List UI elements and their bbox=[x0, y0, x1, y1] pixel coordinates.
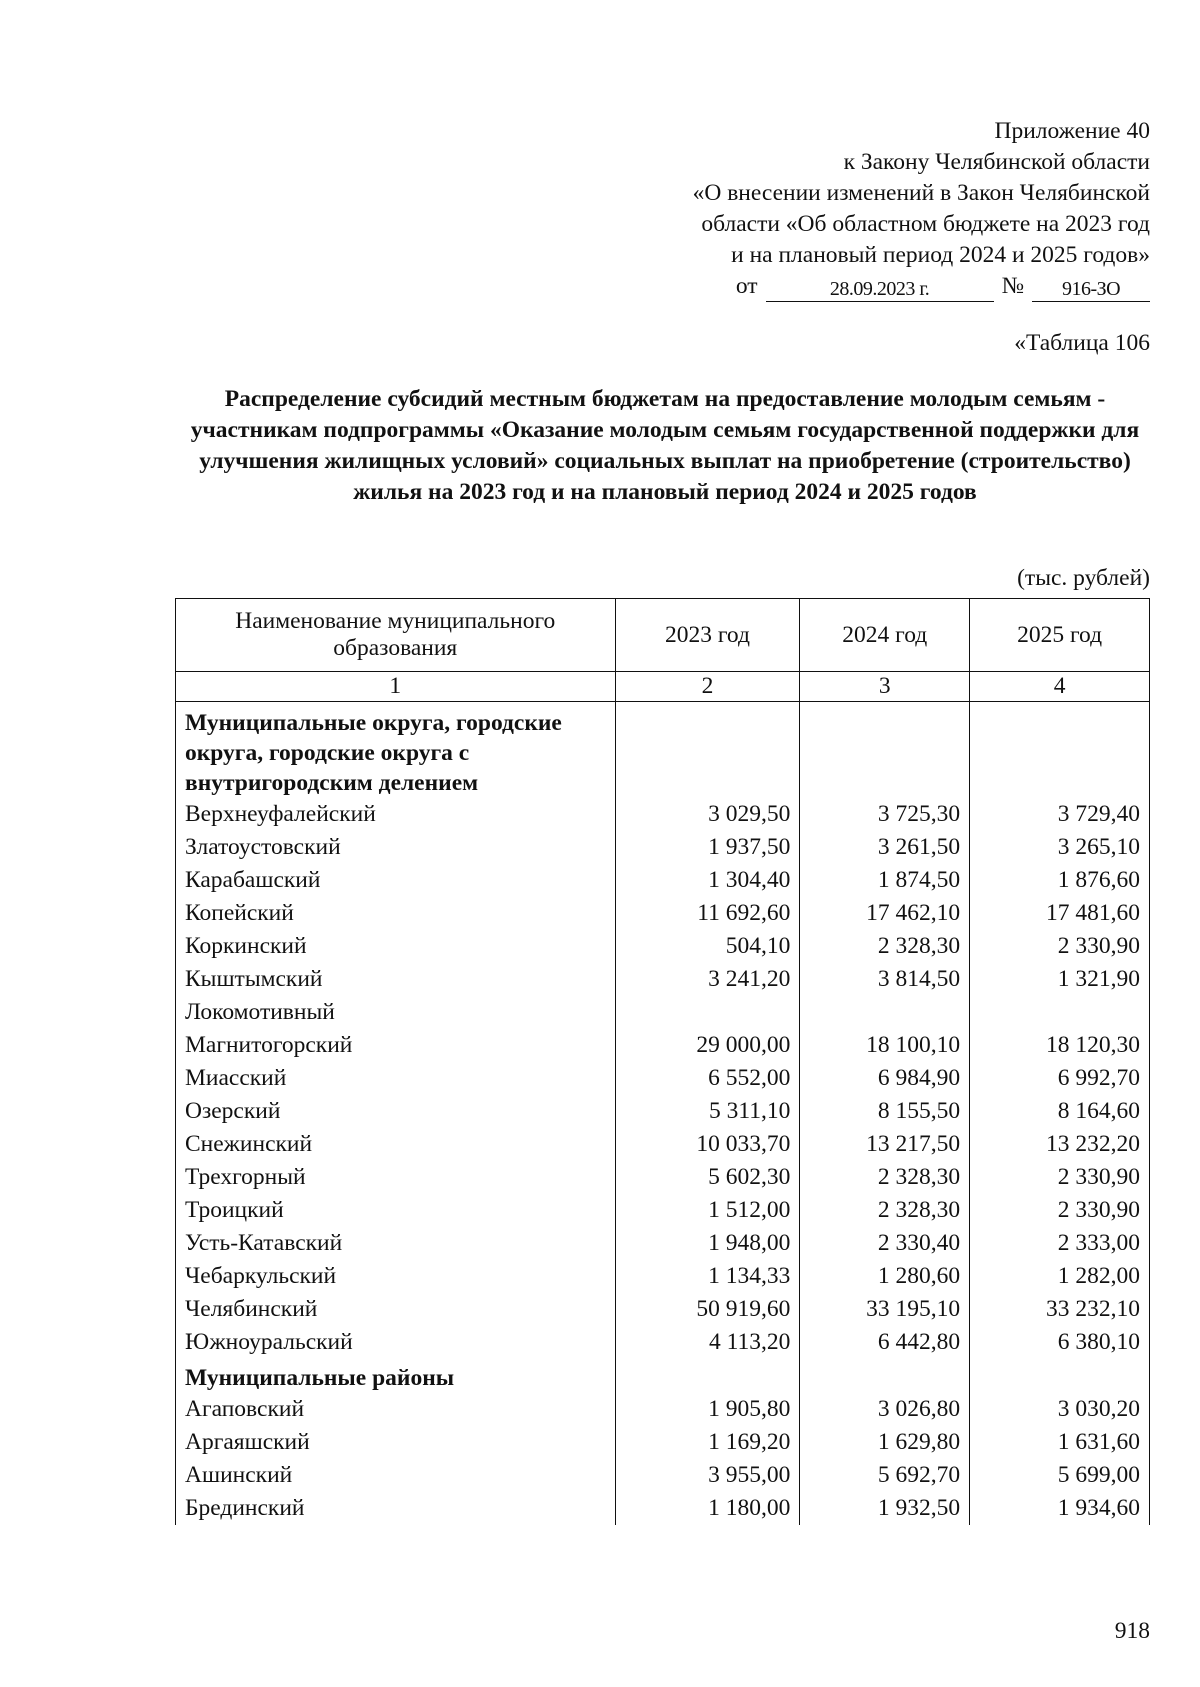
value-2023: 1 937,50 bbox=[615, 831, 800, 864]
value-2024: 1 629,80 bbox=[800, 1426, 970, 1459]
table-row bbox=[176, 996, 1150, 1029]
value-2024: 1 874,50 bbox=[800, 864, 970, 897]
municipality-name: Ашинский bbox=[176, 1459, 616, 1492]
value-2025: 33 232,10 bbox=[970, 1293, 1150, 1326]
column-header-name: Наименование муниципального образования bbox=[176, 599, 616, 672]
value-2025: 2 330,90 bbox=[970, 1194, 1150, 1227]
table-row bbox=[176, 1426, 1150, 1459]
municipality-name: Южноуральский bbox=[176, 1326, 616, 1359]
value-2025: 13 232,20 bbox=[970, 1128, 1150, 1161]
value-2023: 504,10 bbox=[615, 930, 800, 963]
units-label: (тыс. рублей) bbox=[1017, 565, 1150, 591]
value-2025: 18 120,30 bbox=[970, 1029, 1150, 1062]
value-2025: 17 481,60 bbox=[970, 897, 1150, 930]
empty-cell bbox=[970, 702, 1150, 799]
from-label: от bbox=[735, 273, 758, 299]
table-row bbox=[176, 1326, 1150, 1359]
value-2023: 1 905,80 bbox=[615, 1393, 800, 1426]
document-title: Распределение субсидий местным бюджетам на предоставление молодым семьям - участникам подпрограммы «Оказание молодым семьям государственной поддержки для улучшения жилищных условий» социальных выплат на приобретение (строительство) жилья на 2023 год и на плановый период 2024 и 2025 годов bbox=[190, 386, 1140, 505]
table-row bbox=[176, 1227, 1150, 1260]
law-title-line-2: области «Об областном бюджете на 2023 год bbox=[701, 211, 1150, 237]
value-2025: 1 321,90 bbox=[970, 963, 1150, 996]
value-2024: 6 442,80 bbox=[800, 1326, 970, 1359]
value-2024 bbox=[800, 996, 970, 1029]
municipality-name: Агаповский bbox=[176, 1393, 616, 1426]
value-2023: 1 169,20 bbox=[615, 1426, 800, 1459]
header-row bbox=[176, 599, 1150, 672]
value-2024: 33 195,10 bbox=[800, 1293, 970, 1326]
value-2023 bbox=[615, 996, 800, 1029]
value-2023: 3 241,20 bbox=[615, 963, 800, 996]
column-header-2024: 2024 год bbox=[800, 599, 970, 672]
municipality-name: Челябинский bbox=[176, 1293, 616, 1326]
table-row bbox=[176, 831, 1150, 864]
value-2025: 8 164,60 bbox=[970, 1095, 1150, 1128]
value-2025: 3 729,40 bbox=[970, 798, 1150, 831]
municipality-name: Озерский bbox=[176, 1095, 616, 1128]
empty-cell bbox=[615, 1359, 800, 1393]
group-row bbox=[176, 702, 1150, 799]
value-2025 bbox=[970, 996, 1150, 1029]
table-row bbox=[176, 1459, 1150, 1492]
municipality-name: Карабашский bbox=[176, 864, 616, 897]
value-2024: 18 100,10 bbox=[800, 1029, 970, 1062]
value-2025: 6 380,10 bbox=[970, 1326, 1150, 1359]
value-2023: 3 029,50 bbox=[615, 798, 800, 831]
municipality-name: Чебаркульский bbox=[176, 1260, 616, 1293]
page-number: 918 bbox=[1114, 1618, 1150, 1644]
value-2023: 3 955,00 bbox=[615, 1459, 800, 1492]
value-2023: 1 948,00 bbox=[615, 1227, 800, 1260]
law-date: 28.09.2023 г. bbox=[766, 277, 994, 302]
empty-cell bbox=[970, 1359, 1150, 1393]
number-label: № bbox=[1001, 273, 1024, 299]
municipality-name: Коркинский bbox=[176, 930, 616, 963]
value-2025: 1 876,60 bbox=[970, 864, 1150, 897]
table-row bbox=[176, 963, 1150, 996]
value-2024: 6 984,90 bbox=[800, 1062, 970, 1095]
empty-cell bbox=[615, 702, 800, 799]
empty-cell bbox=[800, 1359, 970, 1393]
value-2025: 3 030,20 bbox=[970, 1393, 1150, 1426]
value-2023: 1 180,00 bbox=[615, 1492, 800, 1525]
law-date-line bbox=[590, 271, 1150, 302]
law-reference: к Закону Челябинской области bbox=[843, 149, 1150, 175]
value-2024: 3 261,50 bbox=[800, 831, 970, 864]
municipality-name: Кыштымский bbox=[176, 963, 616, 996]
municipality-name: Локомотивный bbox=[176, 996, 616, 1029]
value-2024: 2 328,30 bbox=[800, 1161, 970, 1194]
value-2024: 17 462,10 bbox=[800, 897, 970, 930]
appendix-number: Приложение 40 bbox=[994, 118, 1150, 144]
value-2023: 10 033,70 bbox=[615, 1128, 800, 1161]
table-row bbox=[176, 1062, 1150, 1095]
law-title-line-1: «О внесении изменений в Закон Челябинской bbox=[692, 180, 1150, 206]
value-2023: 1 304,40 bbox=[615, 864, 800, 897]
law-title-line-3: и на плановый период 2024 и 2025 годов» bbox=[731, 242, 1150, 268]
value-2023: 4 113,20 bbox=[615, 1326, 800, 1359]
value-2025: 5 699,00 bbox=[970, 1459, 1150, 1492]
group-heading: Муниципальные округа, городские округа, городские округа с внутригородским делением bbox=[176, 702, 616, 799]
table-row bbox=[176, 798, 1150, 831]
value-2024: 2 328,30 bbox=[800, 1194, 970, 1227]
value-2024: 3 725,30 bbox=[800, 798, 970, 831]
municipality-name: Снежинский bbox=[176, 1128, 616, 1161]
municipality-name: Магнитогорский bbox=[176, 1029, 616, 1062]
value-2024: 5 692,70 bbox=[800, 1459, 970, 1492]
table-label: «Таблица 106 bbox=[1014, 330, 1150, 356]
value-2024: 1 280,60 bbox=[800, 1260, 970, 1293]
value-2023: 1 512,00 bbox=[615, 1194, 800, 1227]
value-2023: 29 000,00 bbox=[615, 1029, 800, 1062]
table-row bbox=[176, 1029, 1150, 1062]
value-2023: 50 919,60 bbox=[615, 1293, 800, 1326]
value-2023: 5 311,10 bbox=[615, 1095, 800, 1128]
value-2024: 2 330,40 bbox=[800, 1227, 970, 1260]
table-body bbox=[176, 702, 1150, 1526]
municipality-name: Трехгорный bbox=[176, 1161, 616, 1194]
table-row bbox=[176, 1492, 1150, 1525]
law-number: 916-ЗО bbox=[1032, 277, 1150, 302]
value-2024: 8 155,50 bbox=[800, 1095, 970, 1128]
municipality-name: Златоустовский bbox=[176, 831, 616, 864]
value-2023: 11 692,60 bbox=[615, 897, 800, 930]
column-number-row bbox=[176, 672, 1150, 702]
table-row bbox=[176, 864, 1150, 897]
column-number: 3 bbox=[800, 672, 970, 702]
value-2024: 1 932,50 bbox=[800, 1492, 970, 1525]
value-2024: 3 026,80 bbox=[800, 1393, 970, 1426]
municipality-name: Аргаяшский bbox=[176, 1426, 616, 1459]
value-2023: 6 552,00 bbox=[615, 1062, 800, 1095]
value-2025: 3 265,10 bbox=[970, 831, 1150, 864]
value-2023: 1 134,33 bbox=[615, 1260, 800, 1293]
subsidy-table bbox=[175, 598, 1150, 1525]
value-2025: 1 282,00 bbox=[970, 1260, 1150, 1293]
table-row bbox=[176, 897, 1150, 930]
column-header-2023: 2023 год bbox=[615, 599, 800, 672]
group-row bbox=[176, 1359, 1150, 1393]
municipality-name: Миасский bbox=[176, 1062, 616, 1095]
table-row bbox=[176, 1128, 1150, 1161]
table-row bbox=[176, 930, 1150, 963]
value-2024: 3 814,50 bbox=[800, 963, 970, 996]
value-2025: 6 992,70 bbox=[970, 1062, 1150, 1095]
group-heading: Муниципальные районы bbox=[176, 1359, 616, 1393]
value-2025: 1 934,60 bbox=[970, 1492, 1150, 1525]
appendix-header bbox=[590, 116, 1150, 302]
empty-cell bbox=[800, 702, 970, 799]
column-number: 4 bbox=[970, 672, 1150, 702]
value-2025: 2 330,90 bbox=[970, 930, 1150, 963]
table-row bbox=[176, 1095, 1150, 1128]
value-2024: 13 217,50 bbox=[800, 1128, 970, 1161]
table-row bbox=[176, 1161, 1150, 1194]
municipality-name: Брединский bbox=[176, 1492, 616, 1525]
table-row bbox=[176, 1260, 1150, 1293]
value-2023: 5 602,30 bbox=[615, 1161, 800, 1194]
municipality-name: Троицкий bbox=[176, 1194, 616, 1227]
value-2025: 2 333,00 bbox=[970, 1227, 1150, 1260]
value-2024: 2 328,30 bbox=[800, 930, 970, 963]
municipality-name: Усть-Катавский bbox=[176, 1227, 616, 1260]
column-number: 1 bbox=[176, 672, 616, 702]
value-2025: 2 330,90 bbox=[970, 1161, 1150, 1194]
table-row bbox=[176, 1293, 1150, 1326]
municipality-name: Копейский bbox=[176, 897, 616, 930]
table-row bbox=[176, 1393, 1150, 1426]
column-number: 2 bbox=[615, 672, 800, 702]
table-row bbox=[176, 1194, 1150, 1227]
value-2025: 1 631,60 bbox=[970, 1426, 1150, 1459]
municipality-name: Верхнеуфалейский bbox=[176, 798, 616, 831]
column-header-2025: 2025 год bbox=[970, 599, 1150, 672]
